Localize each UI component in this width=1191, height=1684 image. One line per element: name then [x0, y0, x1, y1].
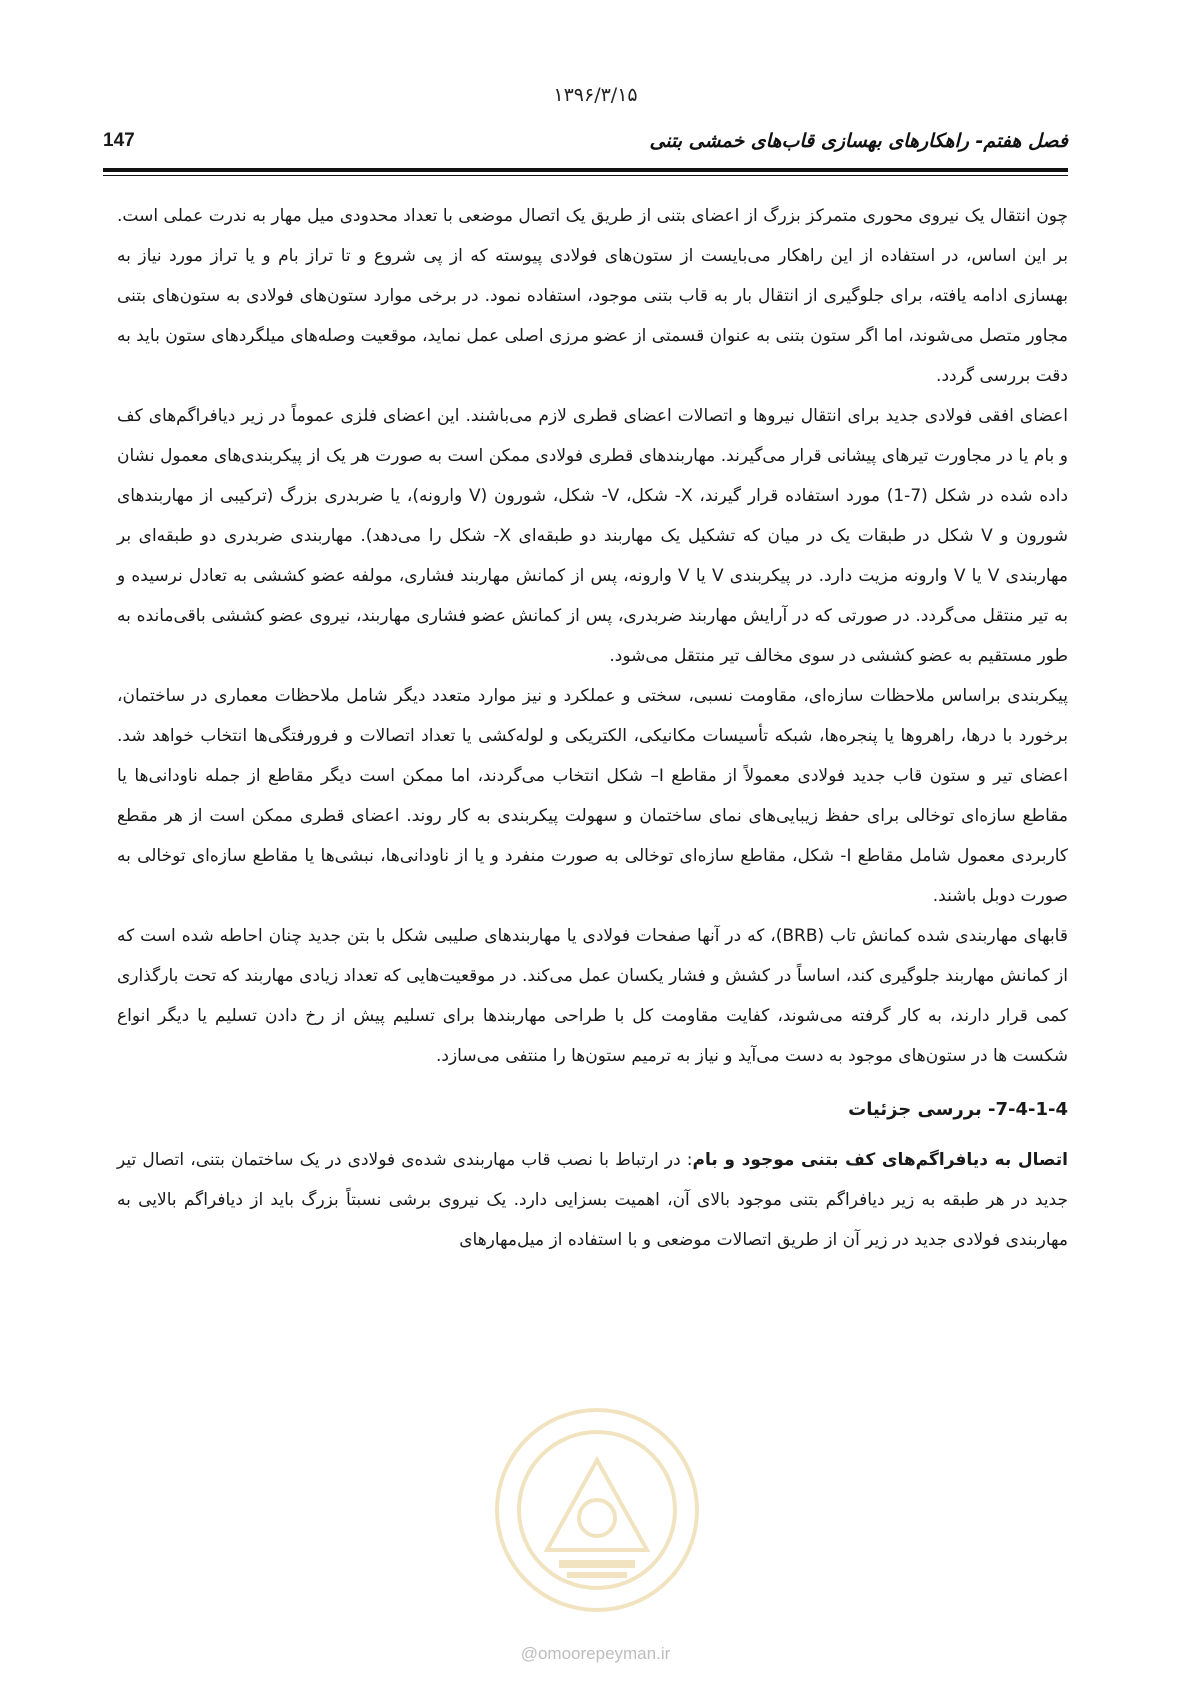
- header-rule-thick: [103, 168, 1068, 172]
- header-rule-thin: [103, 175, 1068, 176]
- paragraph: چون انتقال یک نیروی محوری متمرکز بزرگ از اعضای بتنی از طریق یک اتصال موضعی با تعداد محدودی میل مهار به ندرت عملی است. بر این اساس، در استفاده از این راهکار می‌بایست از ستون‌های فولادی پیوسته که از پی شروع و تا تراز بام و یا تراز مورد نیاز به بهسازی ادامه یافته، برای جلوگیری از انتقال بار به قاب بتنی موجود، استفاده نمود. در برخی موارد ستون‌های فولادی به ستون‌های بتنی مجاور متصل می‌شوند، اما اگر ستون بتنی به عنوان قسمتی از عضو مرزی اصلی عمل نماید، موقعیت وصله‌های میلگردهای ستون باید به دقت بررسی گردد.: [117, 206, 1068, 386]
- section-paragraph: [117, 1140, 1068, 1260]
- publisher-seal-watermark-icon: [487, 1400, 707, 1620]
- lead-text: : در ارتباط با نصب قاب مهاربندی شده‌ی فولادی در یک ساختمان بتنی، اتصال تیر جدید در هر طبقه به زیر دیافراگم بتنی موجود بالای آن، اهمیت بسزایی دارد. یک نیروی برشی نسبتاً بزرگ باید از دیافراگم بالایی به مهاربندی فولادی جدید در زیر آن از طریق اتصالات موضعی و با استفاده از میل‌مهارهای: [117, 1150, 1068, 1250]
- chapter-title: فصل هفتم- راهکارهای بهسازی قاب‌های خمشی بتنی: [649, 130, 1068, 152]
- section-heading: 7-4-1-4- بررسی جزئیات: [848, 1099, 1068, 1120]
- lead-bold-text: اتصال به دیافراگم‌های کف بتنی موجود و بام: [692, 1150, 1068, 1170]
- watermark-site-text: @omoorepeyman.ir: [520, 1644, 671, 1663]
- page-number: 147: [103, 130, 135, 151]
- body-text: [117, 196, 1068, 1260]
- page-header: [103, 130, 1068, 162]
- paragraph: اعضای افقی فولادی جدید برای انتقال نیروها و اتصالات اعضای قطری لازم می‌باشند. این اعضای فلزی عموماً در زیر دیافراگم‌های کف و بام یا در مجاورت تیرهای پیشانی قرار می‌گیرند. مهاربندهای قطری فولادی ممکن است به صورت هر یک از پیکربندی‌های معمول نشان داده شده در شکل (7-1) مورد استفاده قرار گیرند، X- شکل، V- شکل، شورون (V وارونه)، یا ضربدری بزرگ (ترکیبی از مهاربندهای شورون و V شکل در طبقات یک در میان که تشکیل یک مهاربند دو طبقه‌ای X- شکل را می‌دهد). مهاربندی ضربدری دو طبقه‌ای بر مهاربندی V یا V وارونه مزیت دارد. در پیکربندی V یا V وارونه، پس از کمانش مهاربند فشاری، مولفه عضو کششی به تعادل نرسیده و به تیر منتقل می‌گردد. در صورتی که در آرایش مهاربند ضربدری، پس از کمانش عضو فشاری مهاربند، نیروی عضو کششی باقی‌مانده به طور مستقیم به عضو کششی در سوی مخالف تیر منتقل می‌شود.: [117, 406, 1069, 666]
- page-date: ۱۳۹۶/۳/۱۵: [553, 84, 638, 106]
- paragraph: پیکربندی براساس ملاحظات سازه‌ای، مقاومت نسبی، سختی و عملکرد و نیز موارد متعدد دیگر شامل ملاحظات معماری در ساختمان، برخورد با درها، راهروها یا پنجره‌ها، شبکه تأسیسات مکانیکی، الکتریکی و لوله‌کشی یا تعداد اتصالات و فرورفتگی‌ها انتخاب خواهد شد. اعضای تیر و ستون قاب جدید فولادی معمولاً از مقاطع I– شکل انتخاب می‌گردند، اما ممکن است دیگر مقاطع از جمله ناودانی‌ها یا مقاطع سازه‌ای توخالی برای حفظ زیبایی‌های نمای ساختمان و سهولت پیکربندی به کار روند. اعضای قطری ممکن است از هر مقطع کاربردی معمول شامل مقاطع I- شکل، مقاطع سازه‌ای توخالی به صورت منفرد و یا از ناودانی‌ها، نبشی‌ها یا مقاطع سازه‌ای توخالی به صورت دوبل باشند.: [117, 686, 1068, 906]
- paragraph: قابهای مهاربندی شده کمانش تاب (BRB)، که در آنها صفحات فولادی یا مهاربندهای صلیبی شکل با بتن جدید چنان احاطه شده است که از کمانش مهاربند جلوگیری کند، اساساً در کشش و فشار یکسان عمل می‌کند. در موقعیت‌هایی که تعداد زیادی مهاربند که تحت بارگذاری کمی قرار دارند، به کار گرفته می‌شوند، کفایت مقاومت کل با طراحی مهاربندها برای تسلیم پیش از رخ دادن تسلیم یا دیگر انواع شکست ها در ستون‌های موجود به دست می‌آید و نیاز به ترمیم ستون‌ها را منتفی می‌سازد.: [117, 926, 1068, 1066]
